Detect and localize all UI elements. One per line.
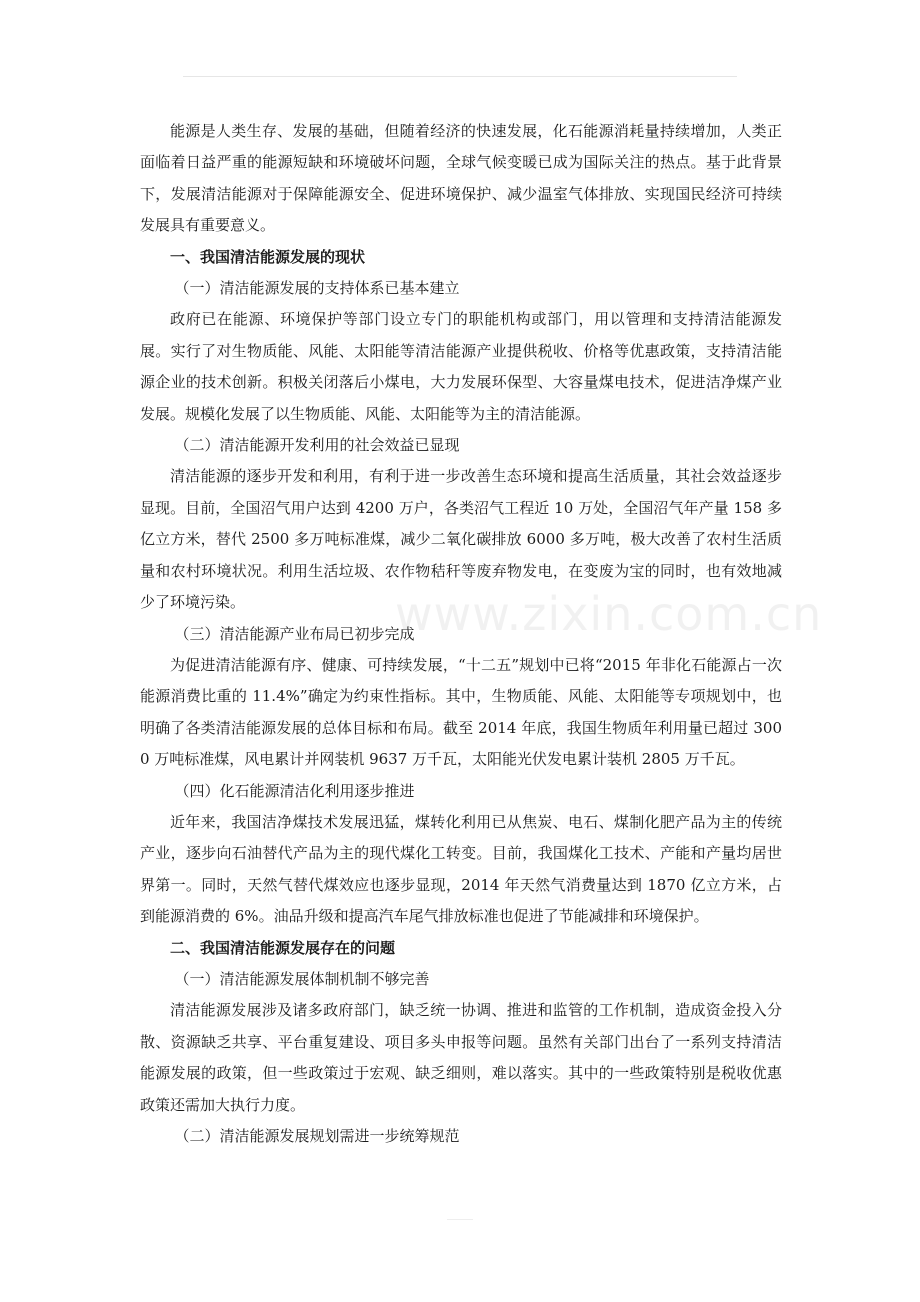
- body-paragraph-1-3: 为促进清洁能源有序、健康、可持续发展，“十二五”规划中已将“2015 年非化石能源占一次能源消费比重的 11.4%”确定为约束性指标。其中，生物质能、风能、太阳能等专项规划中，也明确了各类清洁能源发展的总体目标和布局。截至 2014 年底，我国生物质年利用量已超过 3000 万吨标准煤，风电累计并网装机 9637 万千瓦，太阳能光伏发电累计装机 2805 万千瓦。: [140, 655, 782, 769]
- body-paragraph-2-1: 清洁能源发展涉及诸多政府部门，缺乏统一协调、推进和监管的工作机制，造成资金投入分散、资源缺乏共享、平台重复建设、项目多头申报等问题。虽然有关部门出台了一系列支持清洁能源发展的政策，但一些政策过于宏观、缺乏细则，难以落实。其中的一些政策特别是税收优惠政策还需加大执行力度。: [140, 1001, 782, 1114]
- subsection-heading-2-1: （一）清洁能源发展体制机制不够完善: [174, 969, 430, 988]
- body-paragraph-1-4: 近年来，我国洁净煤技术发展迅猛，煤转化利用已从焦炭、电石、煤制化肥产品为主的传统产业，逐步向石油替代产品为主的现代煤化工转变。目前，我国煤化工技术、产能和产量均居世界第一。同时，天然气替代煤效应也逐步显现，2014 年天然气消费量达到 1870 亿立方米，占到能源消费的 6%。油品升级和提高汽车尾气排放标准也促进了节能减排和环境保护。: [140, 812, 782, 926]
- document-body: [140, 116, 782, 1152]
- watermark: www.zixin.com.cn: [395, 587, 823, 641]
- subsection-heading-1-3: （三）清洁能源产业布局已初步完成: [174, 624, 415, 643]
- subsection-heading-2-2: （二）清洁能源发展规划需进一步统筹规范: [174, 1127, 460, 1145]
- section-heading-2: 二、我国清洁能源发展存在的问题: [170, 938, 396, 957]
- subsection-heading-1-1: （一）清洁能源发展的支持体系已基本建立: [174, 279, 460, 298]
- subsection-heading-1-2: （二）清洁能源开发利用的社会效益已显现: [174, 436, 460, 455]
- subsection-heading-1-4: （四）化石能源清洁化利用逐步推进: [174, 781, 415, 800]
- body-paragraph-1-2: 清洁能源的逐步开发和利用，有利于进一步改善生态环境和提高生活质量，其社会效益逐步显现。目前，全国沼气用户达到 4200 万户，各类沼气工程近 10 万处，全国沼气年产量 158 多亿立方米，替代 2500 多万吨标准煤，减少二氧化碳排放 6000 多万吨，极大改善了农村生活质量和农村环境状况。利用生活垃圾、农作物秸秆等废弃物发电，在变废为宝的同时，也有效地减少了环境污染。: [140, 467, 782, 612]
- section-heading-1: 一、我国清洁能源发展的现状: [170, 247, 366, 266]
- intro-paragraph: 能源是人类生存、发展的基础，但随着经济的快速发展，化石能源消耗量持续增加，人类正面临着日益严重的能源短缺和环境破坏问题，全球气候变暖已成为国际关注的热点。基于此背景下，发展清洁能源对于保障能源安全、促进环境保护、减少温室气体排放、实现国民经济可持续发展具有重要意义。: [140, 122, 782, 235]
- footer-mark: [447, 1219, 473, 1220]
- header-rule: [183, 76, 737, 77]
- body-paragraph-1-1: 政府已在能源、环境保护等部门设立专门的职能机构或部门，用以管理和支持清洁能源发展。实行了对生物质能、风能、太阳能等清洁能源产业提供税收、价格等优惠政策，支持清洁能源企业的技术创新。积极关闭落后小煤电，大力发展环保型、大容量煤电技术，促进洁净煤产业发展。规模化发展了以生物质能、风能、太阳能等为主的清洁能源。: [140, 310, 782, 423]
